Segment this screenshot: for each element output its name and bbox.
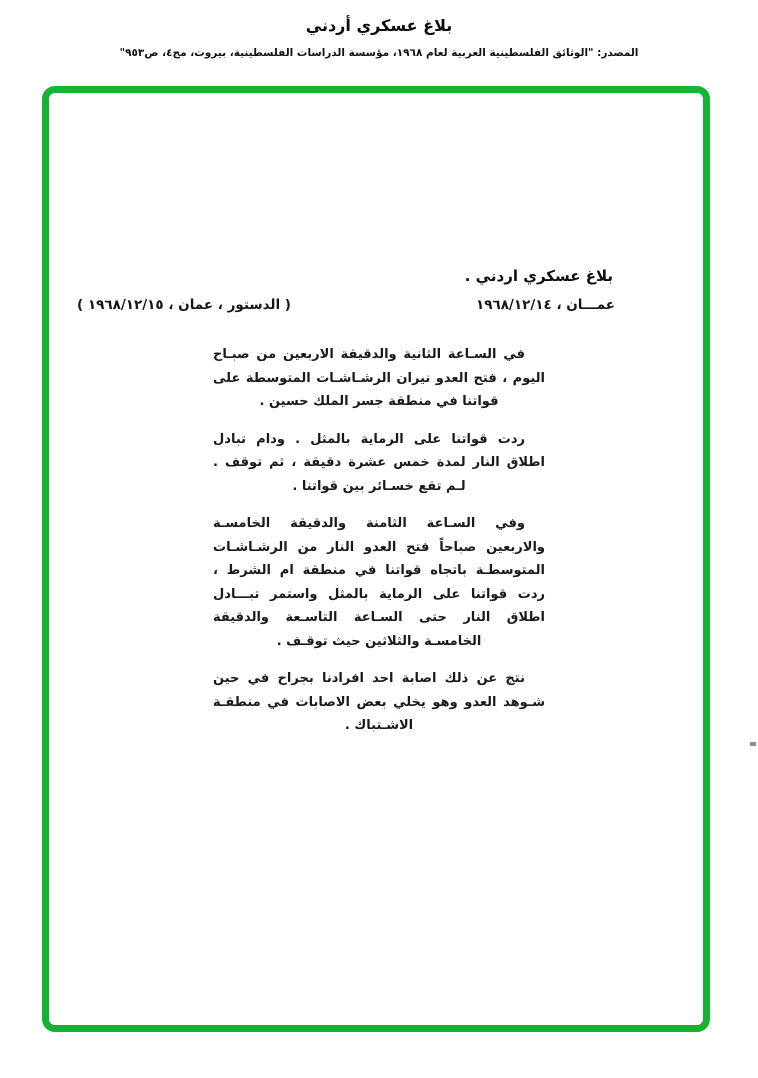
page-header <box>0 16 758 35</box>
page-title: بلاغ عسكري أردني <box>305 16 453 35</box>
paragraph: وفي السـاعة الثامنة والدقيقة الخامسـة والاربعين صباحاً فتح العدو النار من الرشـاشـات المتوسطـة باتجاه قواتنا في منطقة ام الشرط ، ردت قواتنا على الرماية بالمثل واستمر تبـــادل اطلاق النار حتى السـاعة التاسـعة والدقيقة الخامسـة والثلاثين حيث توقـف . <box>213 516 545 649</box>
communique-title: بلاغ عسكري اردني . <box>464 267 613 285</box>
source-citation: المصدر: "الوثائق الفلسطينية العربية لعام ١٩٦٨، مؤسسة الدراسات الفلسطينية، بيروت، مج٤، ص٩٥٣" <box>119 47 639 59</box>
publication-reference: ( الدستور ، عمان ، ١٩٦٨/١٢/١٥ ) <box>77 297 291 313</box>
paragraph: في السـاعة الثانية والدقيقة الاربعين من صبـاح اليوم ، فتح العدو نيران الرشـاشـات المتوسطة على قواتنا في منطقة جسر الملك حسين . <box>213 347 545 409</box>
scan-noise-speck <box>750 742 756 746</box>
communique-dateline: عمـــان ، ١٩٦٨/١٢/١٤ <box>475 297 615 313</box>
paragraph: ردت قواتنا على الرماية بالمثل . ودام تبادل اطلاق النار لمدة خمس عشرة دقيقة ، ثم توقف . لـم تقع خسـائر بين قواتنا . <box>213 431 545 494</box>
communique-green-frame <box>42 86 710 1032</box>
paragraph: نتج عن ذلك اصابة احد افرادنا بجراح في حين شـوهد العدو وهو يخلي بعض الاصابات في منطقـة الاشـتباك . <box>213 671 545 733</box>
communique-body <box>213 343 545 752</box>
